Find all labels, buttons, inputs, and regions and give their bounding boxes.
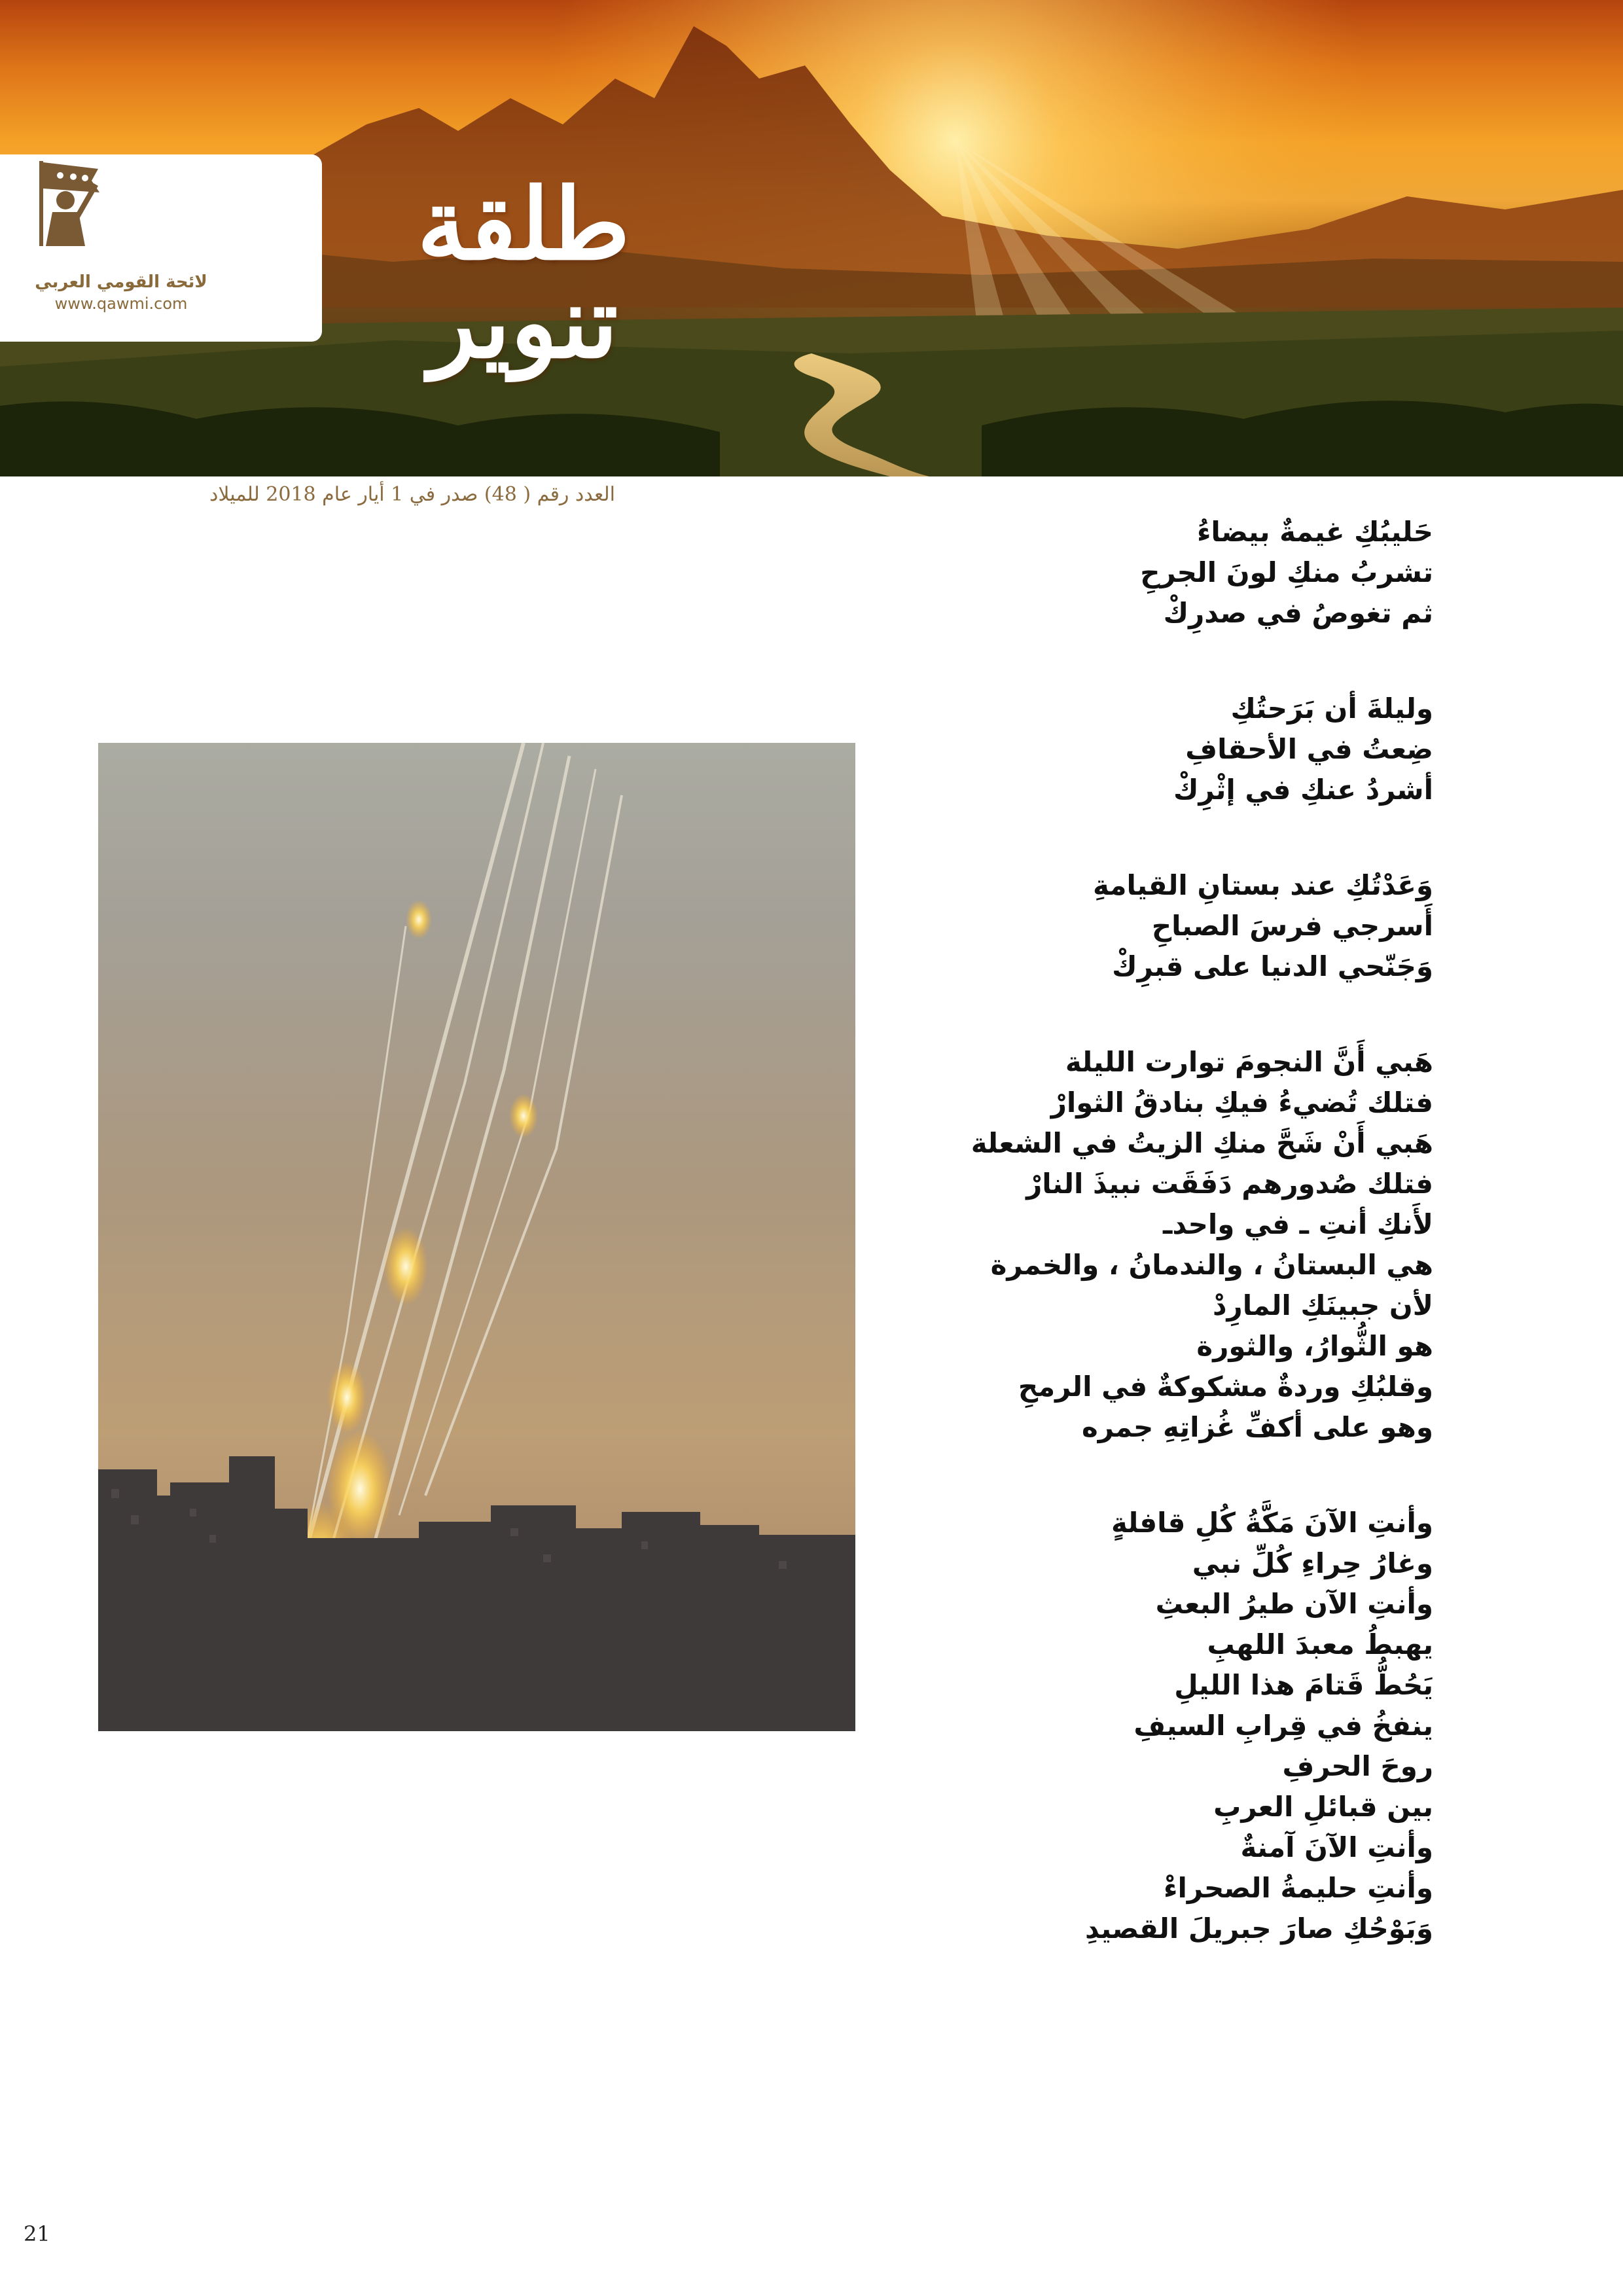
poem-line: وليلةَ أن بَرَحتُكِ [1230, 692, 1433, 725]
poem-line: بين قبائلِ العربِ [1213, 1791, 1433, 1823]
poem-line: هو الثُّوارُ، والثورة [1196, 1330, 1433, 1362]
poem-stanza [779, 1042, 1433, 1448]
page-number: 21 [24, 2221, 50, 2246]
poem-line: حَليبُكِ غيمةٌ بيضاءُ [1196, 516, 1433, 548]
poem-line: وَبَوْحُكِ صارَ جبريلَ القصيدِ [1085, 1912, 1433, 1945]
logo-name: لائحة القومي العربي [35, 272, 207, 292]
poem-stanza [779, 512, 1433, 634]
rockets-over-city-image [98, 743, 855, 1731]
poem-line: هَبي أَنَّ النجومَ توارت الليلة [1065, 1046, 1433, 1078]
logo-url: www.qawmi.com [54, 295, 188, 313]
poem-line: ثم تغوصُ في صدرِكْ [1163, 597, 1433, 629]
poem-line: لأَنكِ أنتِ ـ في واحدـ [1162, 1208, 1433, 1240]
poem-line: وهو على أكفِّ غُزاتِهِ جمره [1081, 1411, 1433, 1443]
poem-line: وأنتِ الآنَ مَكَّةُ كُلِ قافلةٍ [1111, 1507, 1433, 1539]
poem-line: هَبي أَنْ شَحَّ منكِ الزيتُ في الشعلة [971, 1127, 1433, 1159]
poem-stanza [779, 1503, 1433, 1949]
fighter-flag-icon [0, 154, 118, 253]
poem-line: يَحُطُّ قَتامَ هذا الليلِ [1174, 1669, 1433, 1701]
header-banner [0, 0, 1623, 476]
poem-line: أشردُ عنكِ في إثْرِكْ [1173, 774, 1433, 806]
poem-line: وأنتِ الآن طيرُ البعثِ [1155, 1588, 1433, 1620]
poem-line: روحَ الحرفِ [1282, 1750, 1433, 1782]
rockets-photo [98, 743, 855, 1731]
poem-line: وَعَدْتُكِ عند بستانِ القيامةِ [1093, 869, 1433, 901]
poem-line: فتلك صُدورهم دَفَقَت نبيذَ النارْ [1026, 1168, 1433, 1200]
poem-line: تشربُ منكِ لونَ الجرحِ [1140, 556, 1433, 588]
poem-line: ينفخُ في قِرابِ السيفِ [1133, 1710, 1433, 1742]
poem-line: وَجَنّحي الدنيا على قبرِكْ [1112, 950, 1433, 982]
poem-line: فتلك تُضيءُ فيكِ بنادقُ الثوارْ [1050, 1086, 1433, 1119]
issue-line: العدد رقم ( 48) صدر في 1 أيار عام 2018 للميلاد [209, 483, 615, 506]
poem [779, 512, 1433, 1949]
poem-stanza [779, 689, 1433, 810]
logo-panel [0, 154, 322, 342]
poem-line: لأن جبينَكِ المارِدْ [1212, 1289, 1433, 1321]
poem-line: أَسرجي فرسَ الصباحِ [1151, 910, 1433, 942]
poem-line: يهبطُ معبدَ اللهبِ [1207, 1628, 1433, 1660]
poem-line: هي البستانُ ، والندمانُ ، والخمرة [990, 1249, 1433, 1281]
poem-line: ضِعتُ في الأحقافِ [1185, 733, 1433, 765]
poem-line: وأنتِ حليمةُ الصحراءْ [1164, 1872, 1433, 1904]
poem-line: وقلبُكِ وردةٌ مشكوكةٌ في الرمحِ [1018, 1371, 1433, 1403]
magazine-title: طلقة تنوير [417, 167, 630, 380]
poem-stanza [779, 865, 1433, 987]
poem-line: وغارُ حِراءِ كُلِّ نبي [1192, 1547, 1433, 1579]
poem-line: وأنتِ الآنَ آمنةٌ [1240, 1831, 1433, 1863]
